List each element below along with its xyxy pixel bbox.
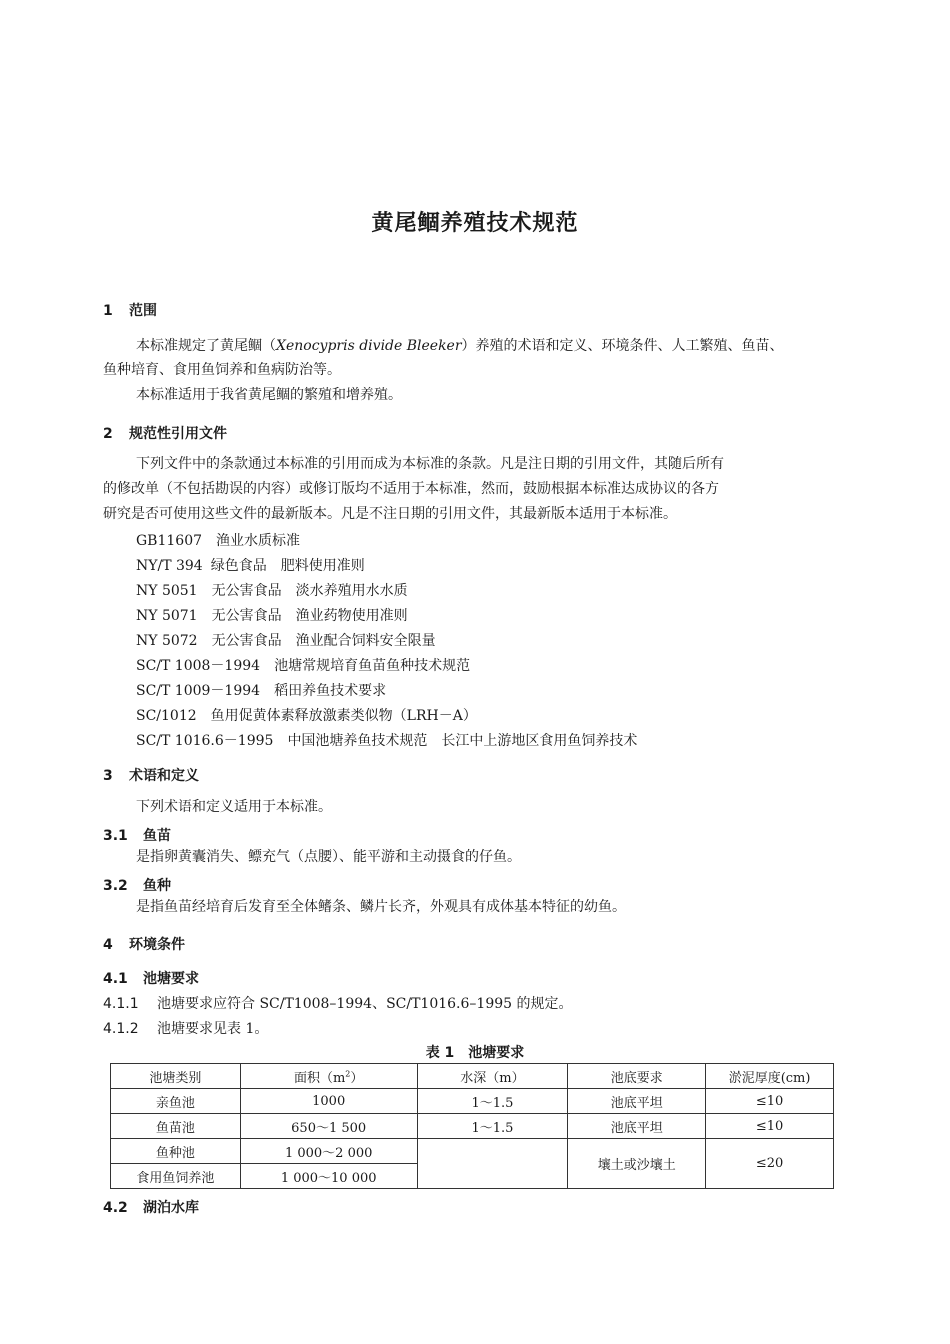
clause-number: 4.1.2 [103, 1021, 139, 1037]
subsection-number: 4.1 [103, 971, 128, 987]
table-cell: 1 000～10 000 [240, 1164, 417, 1189]
subsection-title: 池塘要求 [143, 971, 199, 987]
paragraph [136, 334, 784, 359]
section-title: 术语和定义 [129, 768, 199, 784]
clause-text: 池塘要求见表 1。 [157, 1021, 269, 1037]
reference-title: 渔业水质标准 [216, 533, 301, 549]
subsection-number: 4.2 [103, 1200, 128, 1216]
superscript: 2 [345, 1069, 351, 1079]
latin-name: Xenocypris divide Bleeker [276, 338, 462, 354]
table-cell-merged: ≤20 [706, 1139, 834, 1189]
reference-title: 无公害食品 渔业配合饲料安全限量 [211, 633, 436, 649]
section-4-heading [103, 934, 185, 954]
section-title: 范围 [129, 303, 157, 319]
paragraph: 下列术语和定义适用于本标准。 [136, 799, 332, 815]
reference-code: SC/1012 [136, 708, 197, 724]
term-title: 鱼苗 [143, 828, 171, 844]
subsection-4-2-heading [103, 1197, 199, 1217]
reference-title: 稻田养鱼技术要求 [274, 683, 387, 699]
table-cell: 池底平坦 [568, 1089, 706, 1114]
text: 本标准规定了黄尾鲴（ [136, 338, 276, 354]
reference-code: GB11607 [136, 533, 203, 549]
reference-code: SC/T 1008－1994 [136, 658, 261, 674]
section-number: 2 [103, 426, 113, 442]
table-cell: 650～1 500 [240, 1114, 417, 1139]
section-2-heading [103, 423, 227, 443]
table-cell: 鱼种池 [111, 1139, 241, 1164]
paragraph-continuation: 研究是否可使用这些文件的最新版本。凡是不注日期的引用文件，其最新版本适用于本标准。 [103, 506, 677, 522]
section-number: 4 [103, 937, 113, 953]
header-cell: 淤泥厚度(cm) [706, 1064, 834, 1089]
section-title: 规范性引用文件 [129, 426, 227, 442]
clause-number: 4.1.1 [103, 996, 139, 1012]
reference-item [136, 705, 477, 725]
reference-code: SC/T 1016.6－1995 [136, 733, 274, 749]
header-text: ） [350, 1070, 364, 1086]
table-cell-empty [417, 1139, 568, 1189]
term-definition: 是指鱼苗经培育后发育至全体鳍条、鳞片长齐，外观具有成体基本特征的幼鱼。 [136, 899, 626, 915]
clause-4-1-2 [103, 1018, 268, 1038]
term-definition: 是指卵黄囊消失、鳔充气（点腰）、能平游和主动摄食的仔鱼。 [136, 849, 521, 865]
table-cell: ≤10 [706, 1114, 834, 1139]
table-caption: 表 1 池塘要求 [425, 1045, 525, 1061]
reference-item [136, 580, 408, 600]
section-number: 3 [103, 768, 113, 784]
table-cell: 鱼苗池 [111, 1114, 241, 1139]
paragraph: 本标准适用于我省黄尾鲴的繁殖和增养殖。 [136, 387, 402, 403]
table-cell: 亲鱼池 [111, 1089, 241, 1114]
paragraph-continuation: 的修改单（不包括勘误的内容）或修订版均不适用于本标准，然而，鼓励根据本标准达成协议的各方 [103, 481, 719, 497]
table-row [111, 1089, 834, 1114]
subsection-title: 湖泊水库 [143, 1200, 199, 1216]
reference-code: SC/T 1009－1994 [136, 683, 261, 699]
term-3-2-heading [103, 875, 171, 895]
table-cell: 1 000～2 000 [240, 1139, 417, 1164]
section-1-heading [103, 300, 157, 320]
reference-title: 中国池塘养鱼技术规范 长江中上游地区食用鱼饲养技术 [287, 733, 638, 749]
paragraph: 下列文件中的条款通过本标准的引用而成为本标准的条款。凡是注日期的引用文件，其随后所有 [136, 456, 724, 472]
subsection-4-1-heading [103, 968, 199, 988]
reference-title: 无公害食品 渔业药物使用准则 [211, 608, 408, 624]
reference-item [136, 605, 408, 625]
header-cell [240, 1064, 417, 1089]
table-cell: ≤10 [706, 1089, 834, 1114]
table-row [111, 1139, 834, 1164]
reference-code: NY 5071 [136, 608, 198, 624]
document-title: 黄尾鲴养殖技术规范 [371, 211, 579, 236]
reference-title: 鱼用促黄体素释放激素类似物（LRH－A） [210, 708, 477, 724]
pond-requirements-table [110, 1063, 834, 1189]
table-cell-merged: 壤土或沙壤土 [568, 1139, 706, 1189]
term-number: 3.2 [103, 878, 128, 894]
table-cell: 1～1.5 [417, 1089, 568, 1114]
reference-title: 无公害食品 淡水养殖用水水质 [211, 583, 408, 599]
header-cell: 水深（m） [417, 1064, 568, 1089]
table-cell: 1～1.5 [417, 1114, 568, 1139]
reference-item [136, 555, 365, 575]
table-header-row [111, 1064, 834, 1089]
header-cell: 池底要求 [568, 1064, 706, 1089]
section-number: 1 [103, 303, 113, 319]
table-cell: 食用鱼饲养池 [111, 1164, 241, 1189]
header-text: 面积（m [293, 1070, 346, 1086]
reference-code: NY 5051 [136, 583, 198, 599]
reference-item [136, 680, 386, 700]
reference-code: NY/T 394 [136, 558, 203, 574]
reference-title: 绿色食品 肥料使用准则 [210, 558, 365, 574]
clause-4-1-1 [103, 993, 573, 1013]
clause-text: 池塘要求应符合 SC/T1008–1994、SC/T1016.6–1995 的规定。 [157, 996, 573, 1012]
reference-item [136, 730, 637, 750]
term-number: 3.1 [103, 828, 128, 844]
table-cell: 池底平坦 [568, 1114, 706, 1139]
reference-title: 池塘常规培育鱼苗鱼种技术规范 [274, 658, 471, 674]
reference-item [136, 530, 300, 550]
table-cell: 1000 [240, 1089, 417, 1114]
reference-code: NY 5072 [136, 633, 198, 649]
table-row [111, 1114, 834, 1139]
reference-item [136, 630, 436, 650]
text: ）养殖的术语和定义、环境条件、人工繁殖、鱼苗、 [461, 338, 784, 354]
reference-item [136, 655, 470, 675]
paragraph-continuation: 鱼种培育、食用鱼饲养和鱼病防治等。 [103, 362, 341, 378]
header-cell: 池塘类别 [111, 1064, 241, 1089]
section-title: 环境条件 [129, 937, 185, 953]
section-3-heading [103, 765, 199, 785]
term-3-1-heading [103, 825, 171, 845]
term-title: 鱼种 [143, 878, 171, 894]
